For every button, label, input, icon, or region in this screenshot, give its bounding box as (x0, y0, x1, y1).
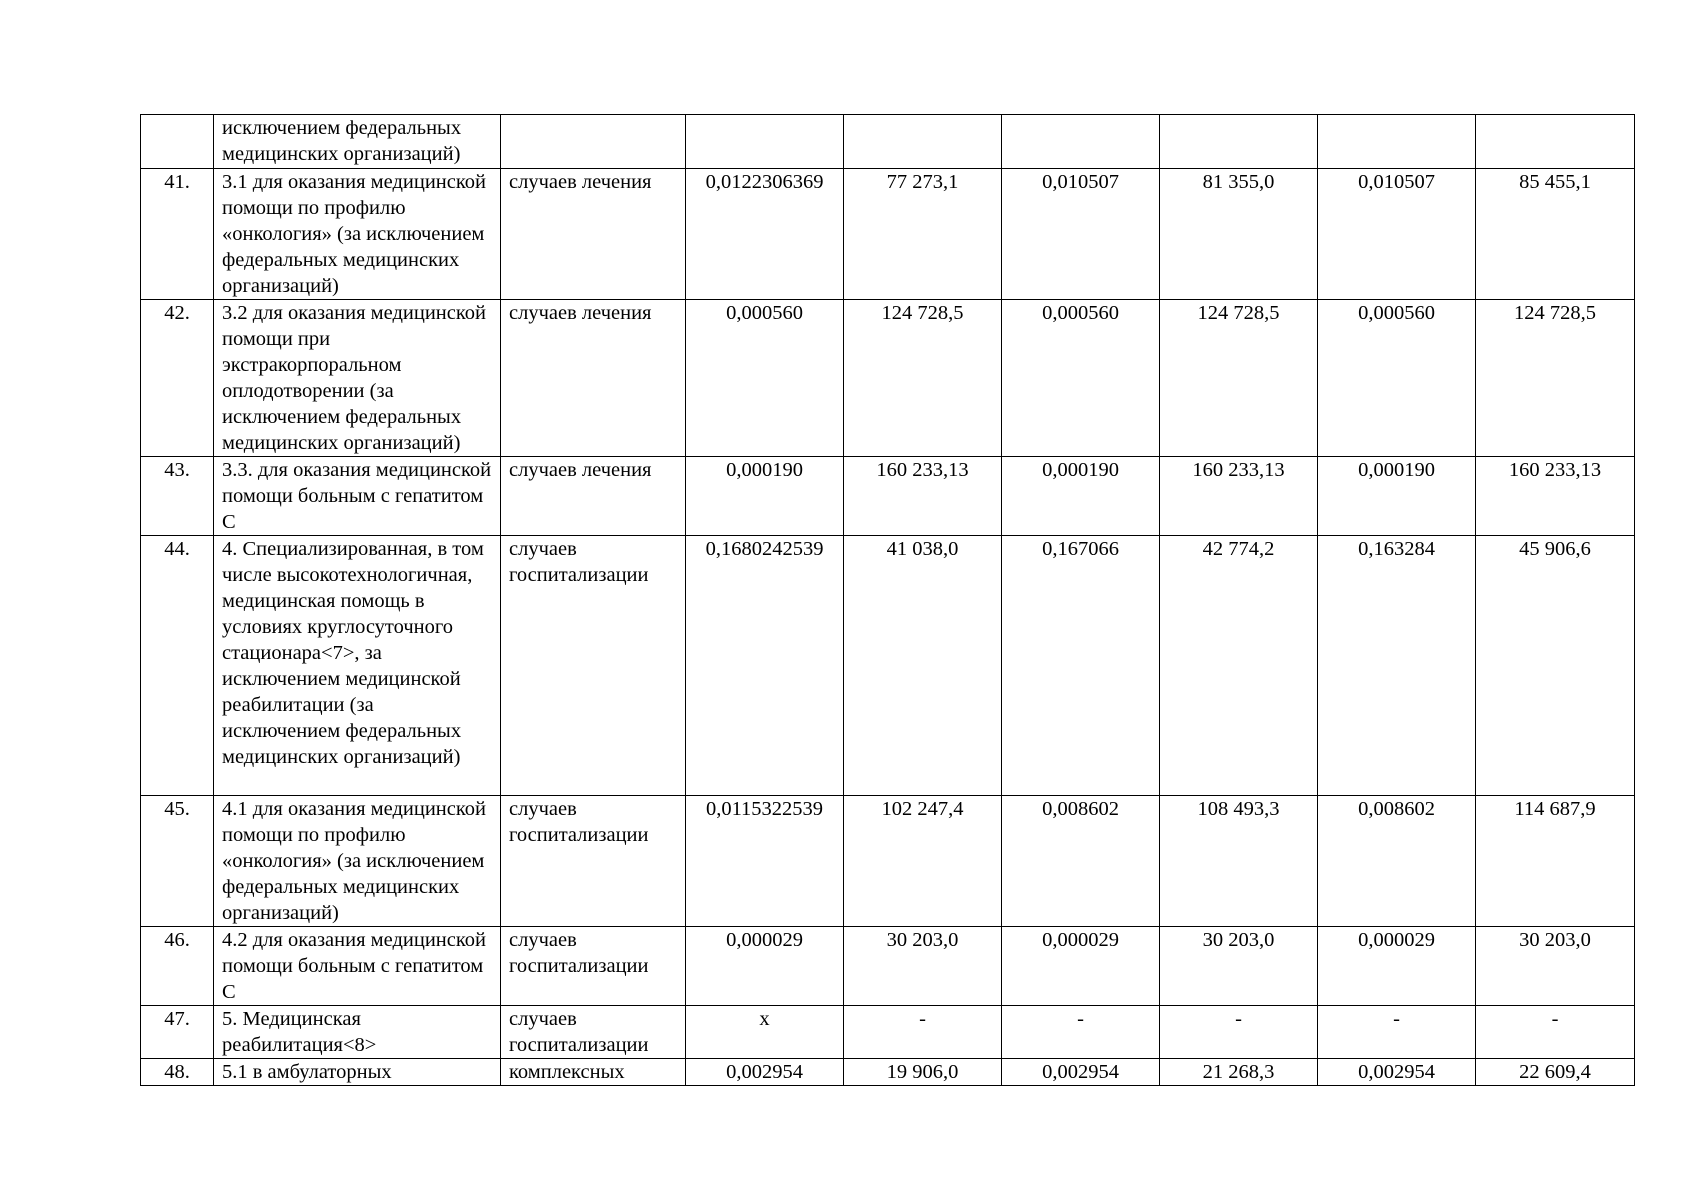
row-number: 41. (141, 169, 214, 300)
table-row (141, 169, 1635, 300)
value-cell: 114 687,9 (1476, 796, 1635, 927)
table-row (141, 536, 1635, 796)
value-cell: 0,1680242539 (686, 536, 844, 796)
value-cell: 160 233,13 (1160, 457, 1318, 536)
value-cell: 0,000560 (686, 300, 844, 457)
value-cell: 0,000029 (1318, 927, 1476, 1006)
value-cell (844, 115, 1002, 169)
unit-of-measure: случаев лечения (501, 300, 686, 457)
value-cell: 124 728,5 (1160, 300, 1318, 457)
value-cell: 0,000190 (1318, 457, 1476, 536)
value-cell: 102 247,4 (844, 796, 1002, 927)
value-cell: 21 268,3 (1160, 1059, 1318, 1086)
value-cell: x (686, 1006, 844, 1059)
unit-of-measure: случаев госпитализации (501, 927, 686, 1006)
value-cell: 0,0122306369 (686, 169, 844, 300)
value-cell: 85 455,1 (1476, 169, 1635, 300)
value-cell: 41 038,0 (844, 536, 1002, 796)
indicator-name: 4.2 для оказания медицинской помощи больным с гепатитом С (214, 927, 501, 1006)
value-cell: 19 906,0 (844, 1059, 1002, 1086)
row-number: 43. (141, 457, 214, 536)
value-cell: 0,010507 (1002, 169, 1160, 300)
indicator-name: 3.1 для оказания медицинской помощи по профилю «онкология» (за исключением федеральных медицинских организаций) (214, 169, 501, 300)
value-cell: 124 728,5 (1476, 300, 1635, 457)
value-cell: 0,010507 (1318, 169, 1476, 300)
value-cell: - (1002, 1006, 1160, 1059)
unit-of-measure (501, 115, 686, 169)
table-row (141, 457, 1635, 536)
value-cell (1160, 115, 1318, 169)
row-number: 46. (141, 927, 214, 1006)
row-number: 45. (141, 796, 214, 927)
value-cell: 0,000560 (1002, 300, 1160, 457)
value-cell: 0,163284 (1318, 536, 1476, 796)
value-cell: 0,002954 (1002, 1059, 1160, 1086)
table-body (141, 115, 1635, 1086)
value-cell: 22 609,4 (1476, 1059, 1635, 1086)
table-row (141, 300, 1635, 457)
value-cell (1476, 115, 1635, 169)
data-table (140, 114, 1635, 1086)
value-cell: 0,008602 (1318, 796, 1476, 927)
value-cell: - (1318, 1006, 1476, 1059)
table-row (141, 115, 1635, 169)
value-cell: 0,000190 (1002, 457, 1160, 536)
table-row (141, 1006, 1635, 1059)
unit-of-measure: случаев госпитализации (501, 1006, 686, 1059)
value-cell: - (1476, 1006, 1635, 1059)
value-cell: 160 233,13 (1476, 457, 1635, 536)
value-cell: 0,008602 (1002, 796, 1160, 927)
indicator-name: 5.1 в амбулаторных (214, 1059, 501, 1086)
row-number: 44. (141, 536, 214, 796)
value-cell: 30 203,0 (844, 927, 1002, 1006)
value-cell: 0,002954 (686, 1059, 844, 1086)
value-cell: 160 233,13 (844, 457, 1002, 536)
value-cell: 30 203,0 (1476, 927, 1635, 1006)
unit-of-measure: комплексных (501, 1059, 686, 1086)
row-number: 47. (141, 1006, 214, 1059)
table-row (141, 1059, 1635, 1086)
indicator-name: 4. Специализированная, в том числе высокотехнологичная, медицинская помощь в условиях круглосуточного стационара<7>, за исключением медицинской реабилитации (за исключением федеральных медицинских организаций) (214, 536, 501, 796)
value-cell: 0,000029 (1002, 927, 1160, 1006)
value-cell: 45 906,6 (1476, 536, 1635, 796)
indicator-name: 3.2 для оказания медицинской помощи при экстракорпоральном оплодотворении (за исключением федеральных медицинских организаций) (214, 300, 501, 457)
indicator-name: 5. Медицинская реабилитация<8> (214, 1006, 501, 1059)
row-number (141, 115, 214, 169)
value-cell: 108 493,3 (1160, 796, 1318, 927)
table-row (141, 796, 1635, 927)
indicator-name: исключением федеральных медицинских организаций) (214, 115, 501, 169)
indicator-name: 3.3. для оказания медицинской помощи больным с гепатитом С (214, 457, 501, 536)
row-number: 42. (141, 300, 214, 457)
unit-of-measure: случаев лечения (501, 457, 686, 536)
value-cell: 30 203,0 (1160, 927, 1318, 1006)
unit-of-measure: случаев госпитализации (501, 536, 686, 796)
value-cell: 42 774,2 (1160, 536, 1318, 796)
value-cell: - (1160, 1006, 1318, 1059)
value-cell (1318, 115, 1476, 169)
row-number: 48. (141, 1059, 214, 1086)
table-row (141, 927, 1635, 1006)
value-cell (1002, 115, 1160, 169)
value-cell: 77 273,1 (844, 169, 1002, 300)
unit-of-measure: случаев госпитализации (501, 796, 686, 927)
value-cell: 81 355,0 (1160, 169, 1318, 300)
value-cell: 0,000029 (686, 927, 844, 1006)
value-cell: 0,167066 (1002, 536, 1160, 796)
value-cell: 0,0115322539 (686, 796, 844, 927)
indicator-name: 4.1 для оказания медицинской помощи по профилю «онкология» (за исключением федеральных медицинских организаций) (214, 796, 501, 927)
value-cell: 0,002954 (1318, 1059, 1476, 1086)
value-cell: - (844, 1006, 1002, 1059)
value-cell (686, 115, 844, 169)
value-cell: 124 728,5 (844, 300, 1002, 457)
unit-of-measure: случаев лечения (501, 169, 686, 300)
value-cell: 0,000560 (1318, 300, 1476, 457)
value-cell: 0,000190 (686, 457, 844, 536)
